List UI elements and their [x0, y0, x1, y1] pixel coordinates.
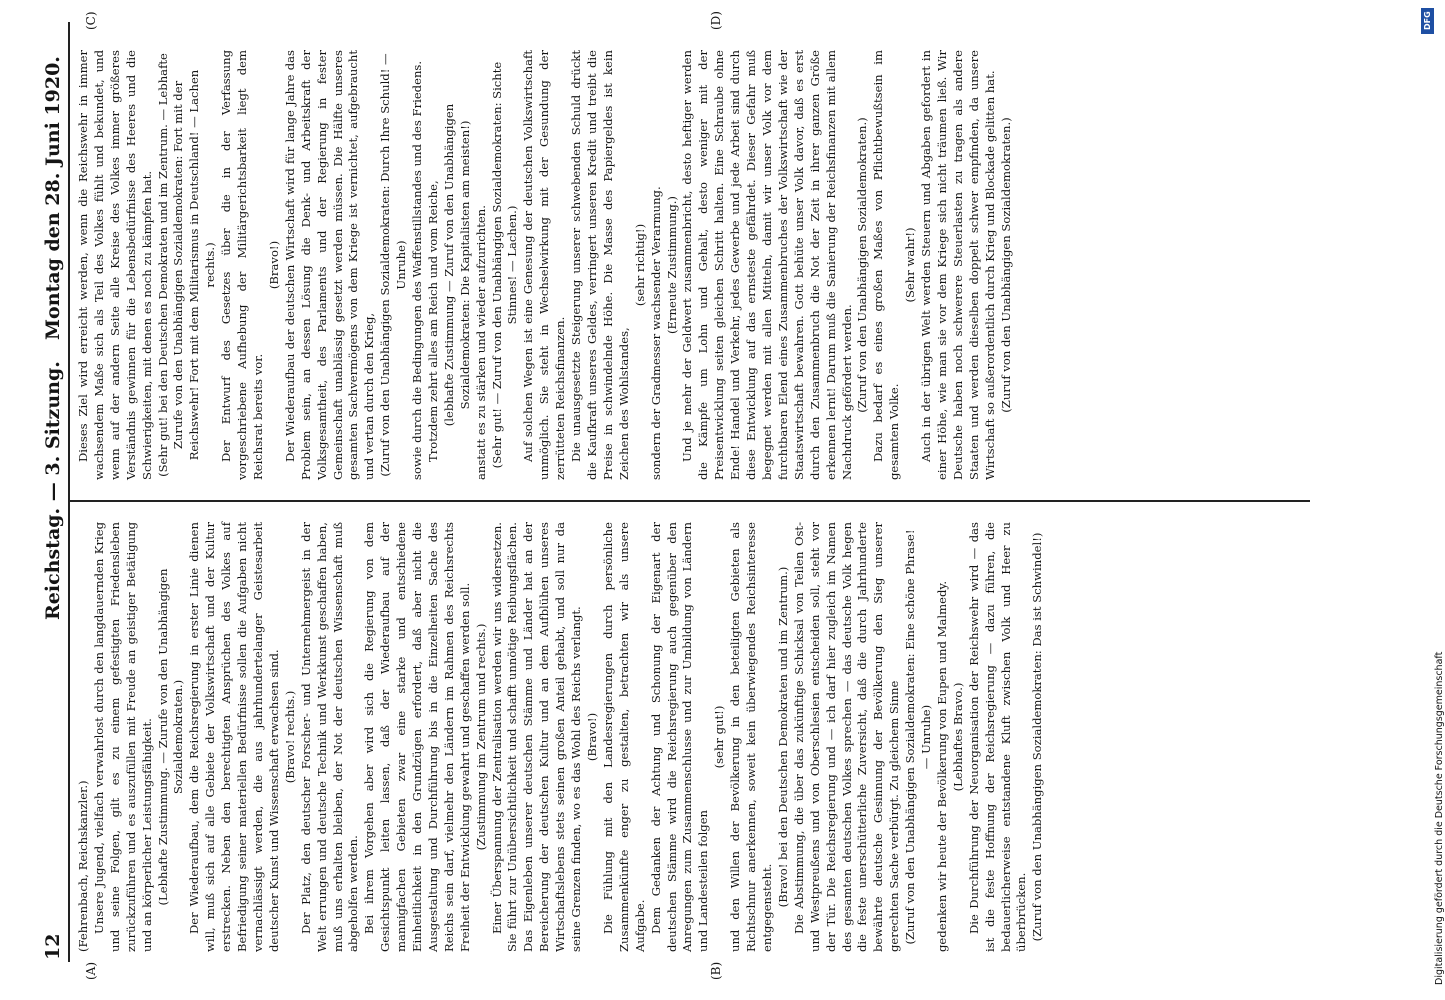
margin-marker-a: (A): [84, 961, 98, 980]
column-divider: [70, 501, 1310, 503]
paragraph: und den Willen der Bevölkerung in den beteiligten Gebieten als Richtschnur anerkennen, soweit kein überwiegendes Reichsinteresse entgegensteht.: [728, 522, 774, 952]
interjection: (Bravo! bei den Deutschen Demokraten und im Zentrum.): [775, 566, 790, 908]
paragraph: Die unausgesetzte Steigerung unserer schwebenden Schuld drückt die Kaufkraft unseres Geldes, verringert unseren Kredit und treibt die Preise in schwindelnde Höhe. Die Masse des Papiergeldes ist kein Zeichen des Wohlstandes,: [569, 50, 631, 480]
interjection: (Zuruf von den Unabhängigen Sozialdemokraten: Eine schöne Phrase! — Unruhe): [903, 529, 934, 945]
margin-marker-d: (D): [709, 11, 723, 30]
paragraph: Die Abstimmung, die über das zukünftige Schicksal von Teilen Ost- und Westpreußens und von Oberschlesien entscheiden soll, steht vor der Tür. Die Reichsregierung und — ich darf hier zugleich im Namen des gesamten deutschen Volkes sprechen — das deutsche Volk hegen die feste unerschütterliche Zuversicht, daß die durch Jahrhunderte bewährte deutsche Gesinnung der Bevölkerung den Sieg unserer gerechten Sache verbürgt. Zu gleichem Sinne: [791, 522, 902, 952]
speaker-line: (Fehrenbach, Reichskanzler.): [76, 780, 90, 952]
paragraph: Der Platz, den deutscher Forscher- und Unternehmergeist in der Welt errungen und deutsche Technik und Werkkunst geschaffen haben, muß uns erhalten bleiben, der Not der deutschen Wissenschaft muß abgeholfen werden.: [298, 522, 361, 952]
interjection: (Lebhaftes Bravo.): [950, 682, 965, 792]
paragraph: sowie durch die Bedingungen des Waffenstillstandes und des Friedens.: [410, 60, 425, 480]
right-column: [76, 50, 1014, 480]
interjection: (Sehr wahr!): [903, 227, 918, 303]
margin-marker-c: (C): [84, 11, 98, 30]
dfg-logo-icon: DFG: [1421, 8, 1434, 34]
interjection: (Bravo!): [266, 240, 281, 290]
document-page: [4, 0, 1344, 1000]
paragraph: Dem Gedanken der Achtung und Schonung der Eigenart der deutschen Stämme wird die Reichsregierung auch gegenüber den Anregungen zum Zusammenschlusse und zur Umbildung von Ländern und Landesteilen folgen: [648, 522, 711, 952]
interjection: (Sehr gut! bei den Deutschen Demokraten und im Zentrum. — Lebhafte Zurufe von den Unabhängigen Sozialdemokraten: Fort mit der Reichswehr! Fort mit dem Militarismus in Deutschland! — Lachen rechts.): [155, 53, 218, 477]
paragraph: Unsere Jugend, vielfach verwahrlost durch den langdauernden Krieg und seine Folgen, gilt es zu einem gefestigten Friedensleben zurückzuführen und es auszufüllen mit Freude an geistiger Betätigung und an körperlicher Leistungsfähigkeit.: [91, 522, 154, 952]
interjection: (sehr richtig!): [632, 223, 647, 307]
paragraph: Trotzdem zehrt alles am Reich und vom Reiche,: [425, 180, 440, 462]
paragraph: Auch in der übrigen Welt werden Steuern und Abgaben gefordert in einer Höhe, wie man sie vor dem Kriege sich nicht träumen ließ. Wir Deutsche haben noch schwerere Steuerlasten zu tragen als andere Staaten und werden dieselben doppelt schwer empfinden, da unsere Wirtschaft so außerordentlich durch Krieg und Blockade gelitten hat.: [919, 50, 997, 480]
paragraph: Einer Überspannung der Zentralisation werden wir uns widersetzen. Sie führt zur Unübersichtlichkeit und schafft unnötige Reibungsflächen. Das Eigenleben unserer deutschen Stämme und Länder hat an der Bereicherung der deutschen Kultur und an dem Aufblühen unseres Wirtschaftslebens stets seinen großen Anteil gehabt, und soll nur da seine Grenzen finden, wo es das Wohl des Reichs verlangt.: [489, 522, 584, 952]
paragraph: Der Entwurf des Gesetzes über die in der Verfassung vorgeschriebene Aufhebung der Militärgerichtsbarkeit liegt dem Reichsrat bereits vor.: [219, 50, 265, 480]
session-title: Reichstag. — 3. Sitzung.: [42, 361, 64, 620]
interjection: (Bravo!): [585, 712, 599, 762]
paragraph: Die Fühlung mit den Landesregierungen durch persönliche Zusammenkünfte enger zu gestalten, betrachten wir als unsere Aufgabe.: [600, 522, 647, 952]
interjection: (Bravo! rechts.): [282, 690, 297, 784]
interjection: (Zuruf von den Unabhängigen Sozialdemokraten: Das ist Schwindel!): [1030, 532, 1045, 942]
interjection: (Zuruf von den Unabhängigen Sozialdemokraten: Durch Ihre Schuld! — Unruhe): [378, 53, 409, 477]
interjection: (lebhafte Zustimmung — Zuruf von den Unabhängigen Sozialdemokraten: Die Kapitalisten am meisten!): [441, 103, 472, 427]
paragraph: gedenken wir heute der Bevölkerung von Eupen und Malmedy.: [934, 580, 949, 952]
paragraph: Bei ihrem Vorgehen aber wird sich die Regierung von dem Gesichtspunkt leiten lassen, daß der Wiederaufbau auf der mannigfachen Gebieten zwar eine starke und entschiedene Einheitlichkeit in den Grundzügen erfordert, daß aber nicht die Ausgestaltung und Durchführung bis in die Einzelheiten Sache des Reichs sein darf, vielmehr den Ländern im Rahmen des Reichsrechts Freiheit der Entwicklung gewahrt und geschaffen werden soll.: [362, 522, 472, 952]
interjection: (Zuruf von den Unabhängigen Sozialdemokraten.): [998, 117, 1013, 413]
left-column: [76, 522, 1046, 952]
page-header: [42, 30, 70, 960]
paragraph: Die Durchführung der Neuorganisation der Reichswehr wird — das ist die feste Hoffnung der Reichsregierung — dazu führen, die bedauerlicherweise entstandene Kluft zwischen Volk und Heer zu überbrücken.: [966, 522, 1029, 952]
digitization-credit-text: Digitalisierung gefördert durch die Deutsche Forschungsgemeinschaft: [1434, 651, 1445, 985]
interjection: (Sehr gut! — Zuruf von den Unabhängigen Sozialdemokraten: Sichte Stinnes! — Lachen.): [489, 61, 520, 469]
paragraph: sondern der Gradmesser wachsender Verarmung.: [648, 186, 663, 480]
interjection: (Erneute Zustimmung.): [664, 196, 679, 334]
digitization-credit: [1420, 0, 1445, 1000]
interjection: (Zuruf von den Unabhängigen Sozialdemokraten.): [855, 117, 870, 413]
margin-marker-b: (B): [709, 961, 723, 980]
interjection: (sehr gut!): [712, 705, 727, 769]
interjection: (Zustimmung im Zentrum und rechts.): [473, 623, 488, 851]
paragraph: Der Wiederaufbau der deutschen Wirtschaft wird für lange Jahre das Problem sein, an dessen Lösung die Denk- und Arbeitskraft der Volksgesamtheit, des Parlaments und der Regierung in fester Gemeinschaft unablässig gesetzt werden müssen. Die Hälfte unseres gesamten Sachvermögens von dem Kriege ist vernichtet, aufgebraucht und vertan durch den Krieg,: [282, 50, 377, 480]
paragraph: anstatt es zu stärken und wieder aufzurichten.: [473, 205, 488, 480]
paragraph: Auf solchen Wegen ist eine Genesung der deutschen Volkswirtschaft unmöglich. Sie steht in Wechselwirkung mit der Gesundung der zerrütteten Reichsfinanzen.: [521, 50, 568, 480]
header-rule: [68, 22, 70, 962]
paragraph: Und je mehr der Geldwert zusammenbricht, desto heftiger werden die Kämpfe um Lohn und Gehalt, desto weniger mit der Preisentwicklung seiten gleichen Schritt halten. Eine Schraube ohne Ende! Handel und Verkehr, jedes Gewerbe und jede Arbeit sind durch diese Entwicklung auf das ernsteste gefährdet. Dieser Gefahr muß begegnet werden mit allen Mitteln, damit wir unser Volk vor dem furchtbaren Elend eines Zusammenbruches der Volkswirtschaft wie der Staatswirtschaft bewahren. Gott behüte unser Volk davor, daß es erst durch den Zusammenbruch die Not der Zeit in ihrer ganzen Größe erkennen lernt! Darum muß die Sanierung der Reichsfinanzen mit allem Nachdruck gefördert werden.: [680, 50, 854, 480]
page-number: 12: [42, 933, 64, 960]
paragraph: Der Wiederaufbau, dem die Reichsregierung in erster Linie dienen will, muß sich auf alle Gebiete der Volkswirtschaft und der Kultur erstrecken. Neben den berechtigten Ansprüchen des Volkes auf Befriedigung seiner materiellen Bedürfnisse sollen die Aufgaben nicht vernachlässigt werden, die aus jahrhundertelanger Geistesarbeit deutscher Kunst und Wissenschaft erwachsen sind.: [187, 522, 281, 952]
paragraph: Dieses Ziel wird erreicht werden, wenn die Reichswehr in immer wachsendem Maße sich als Teil des Volkes fühlt und bekundet, und wenn auf der andern Seite alle Kreise des Volkes immer größeres Verständnis gewinnen für die Lebensbedürfnisse des Heeres und die Schwierigkeiten, mit denen es noch zu kämpfen hat.: [76, 50, 154, 480]
paragraph: Dazu bedarf es eines großen Maßes von Pflichtbewußtsein im gesamten Volke.: [871, 50, 902, 480]
interjection: (Lebhafte Zustimmung. — Zurufe von den Unabhängigen Sozialdemokraten.): [155, 568, 186, 906]
session-date: Montag den 28. Juni 1920.: [42, 56, 64, 340]
